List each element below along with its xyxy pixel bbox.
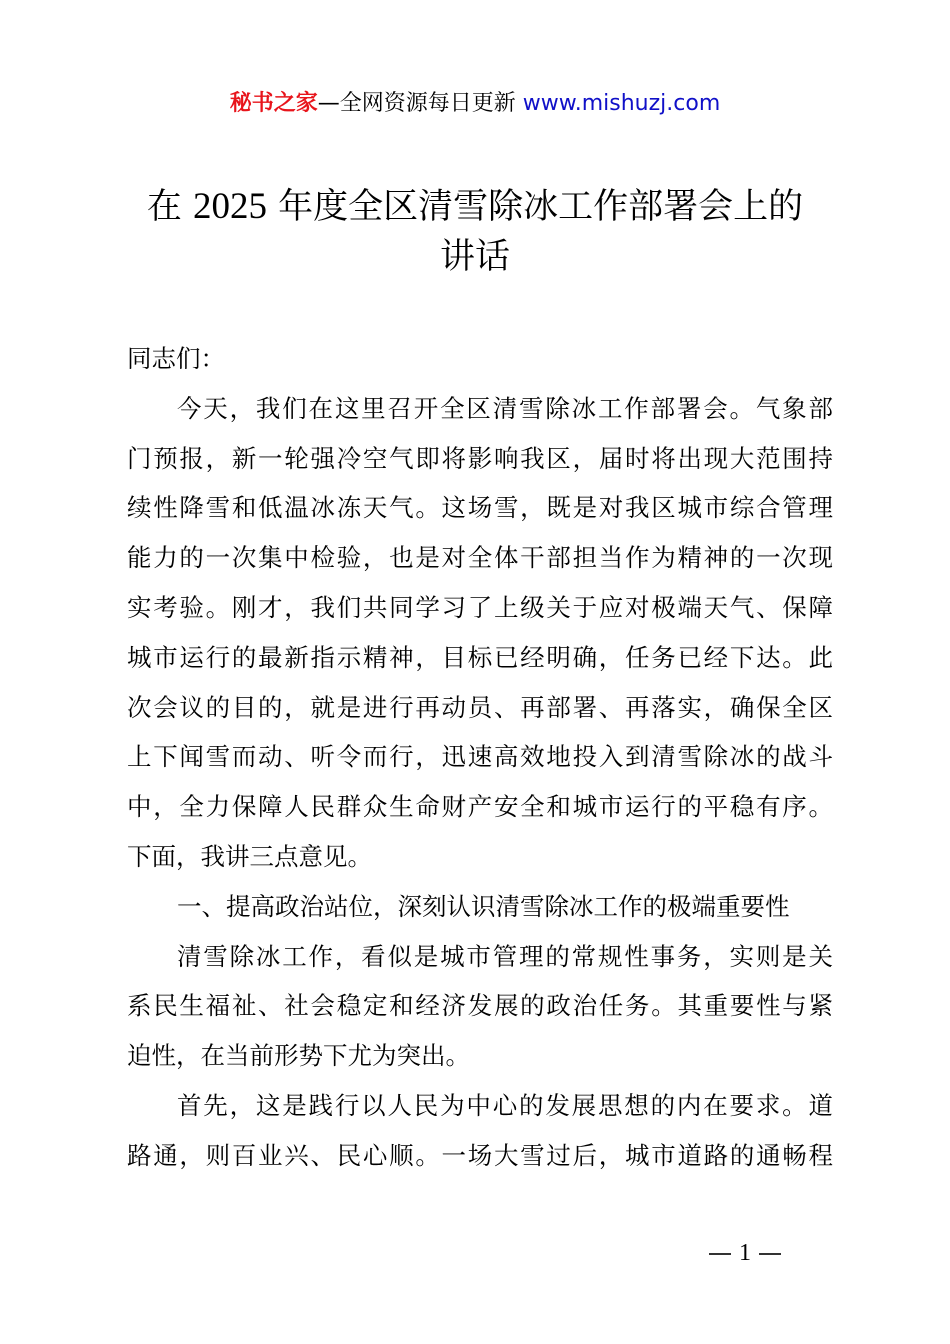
page-dash-left [709,1253,731,1255]
body-line: 能力的一次集中检验，也是对全体干部担当作为精神的一次现 [127,543,833,573]
body-line: 次会议的目的，就是进行再动员、再部署、再落实，确保全区 [127,692,833,722]
title-prefix: 在 [146,187,193,227]
title-suffix: 年度全区清雪除冰工作部署会上的 [267,187,804,227]
body-line: 首先，这是践行以人民为中心的发展思想的内在要求。道 [177,1090,833,1120]
body-line: 门预报，新一轮强冷空气即将影响我区，届时将出现大范围持 [127,443,833,473]
body-line: 城市运行的最新指示精神，目标已经明确，任务已经下达。此 [127,642,833,672]
page-dash-right [759,1253,781,1255]
body-line: 今天，我们在这里召开全区清雪除冰工作部署会。气象部 [177,393,833,423]
brand-name: 秘书之家 [229,91,318,116]
section-heading: 一、提高政治站位，深刻认识清雪除冰工作的极端重要性 [177,891,790,921]
website-link[interactable]: www.mishuzj.com [522,91,721,116]
banner-tagline: —全网资源每日更新 [317,91,523,116]
title-year: 2025 [193,186,267,227]
page-footer [700,1238,790,1268]
site-banner [0,88,950,120]
body-line: 系民生福祉、社会稳定和经济发展的政治任务。其重要性与紧 [127,991,833,1021]
body-line: 续性降雪和低温冰冻天气。这场雪，既是对我区城市综合管理 [127,493,833,523]
body-line: 实考验。刚才，我们共同学习了上级关于应对极端天气、保障 [127,592,833,622]
page-number: 1 [739,1240,751,1266]
body-line: 上下闻雪而动、听令而行，迅速高效地投入到清雪除冰的战斗 [127,742,833,772]
body-line: 迫性，在当前形势下尤为突出。 [127,1041,470,1071]
body-line: 下面，我讲三点意见。 [127,841,372,871]
salutation: 同志们： [127,344,225,373]
title-line-2: 讲话 [439,237,510,277]
title-line-1 [120,182,830,232]
body-line: 中，全力保障人民群众生命财产安全和城市运行的平稳有序。 [127,792,833,822]
document-body [127,334,833,1181]
body-line: 路通，则百业兴、民心顺。一场大雪过后，城市道路的通畅程 [127,1140,833,1170]
document-title [120,182,830,282]
body-line: 清雪除冰工作，看似是城市管理的常规性事务，实则是关 [177,941,833,971]
